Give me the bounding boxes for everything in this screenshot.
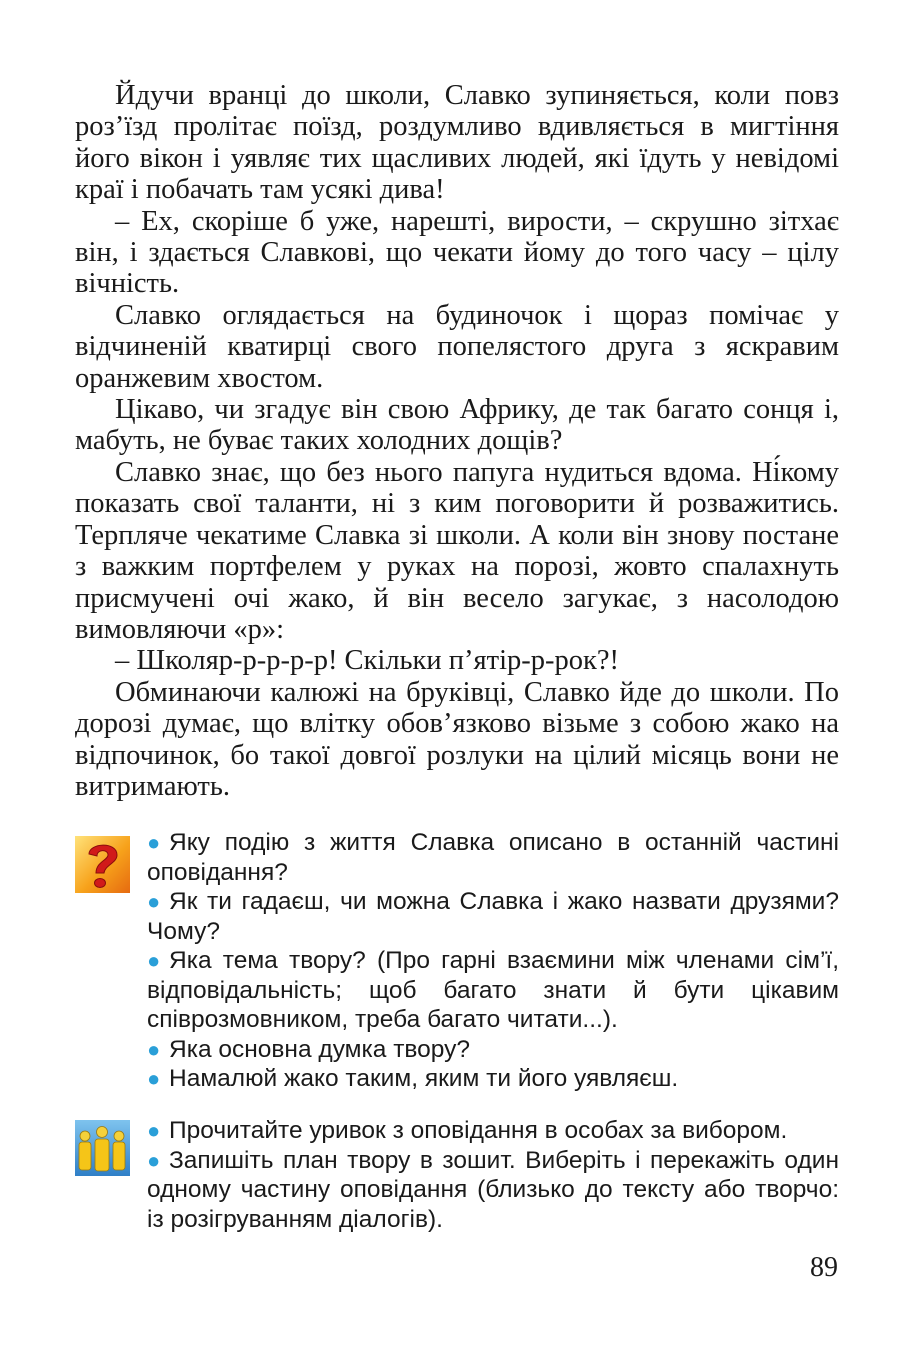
question-text: Яка тема твору? (Про гарні взаємини між членами сім’ї, відповідальність; щоб багато знати й бути цікавим співрозмовником, треба багато читати...).	[147, 947, 839, 1033]
question-item	[147, 1064, 839, 1094]
story-paragraph: Славко оглядається на будиночок і щораз помічає у відчиненій кватирці свого попелястого друга з яскравим оранжевим хвостом.	[75, 299, 839, 394]
question-item	[147, 946, 839, 1035]
question-text: Як ти гадаєш, чи можна Славка і жако назвати друзями? Чому?	[147, 888, 839, 945]
page-number: 89	[810, 1252, 838, 1283]
task-text: Запишіть план твору в зошит. Виберіть і перекажіть один одному частину оповідання (близько до тексту або творчо: із розігруванням діалогів).	[147, 1146, 839, 1233]
question-mark-icon	[75, 836, 130, 893]
questions-section	[147, 828, 839, 1094]
task-text: Прочитайте уривок з оповідання в особах за вибором.	[169, 1117, 788, 1144]
bullet-icon: ●	[147, 830, 161, 855]
story-paragraph: Цікаво, чи згадує він свою Африку, де так багато сонця і, мабуть, не буває таких холодних дощів?	[75, 394, 839, 457]
task-item	[147, 1146, 839, 1235]
bullet-icon: ●	[147, 1147, 161, 1173]
bullet-icon: ●	[147, 1066, 161, 1091]
story-paragraph: – Ех, скоріше б уже, нарешті, вирости, – скрушно зітхає він, і здається Славкові, що чекати йому до того часу – цілу вічність.	[75, 205, 839, 300]
question-item	[147, 1035, 839, 1065]
question-text: Яку подію з життя Славка описано в останній частині оповідання?	[147, 829, 839, 886]
story-paragraph: Йдучи вранці до школи, Славко зупиняється, коли повз роз’їзд пролітає поїзд, роздумливо вдивляється в мигтіння його вікон і уявляє тих щасливих людей, які їдуть у невідомі краї і побачать там усякі дива!	[75, 80, 839, 206]
task-item	[147, 1116, 839, 1146]
question-item	[147, 887, 839, 946]
bullet-icon: ●	[147, 1036, 161, 1062]
bullet-icon: ●	[147, 1118, 161, 1143]
bullet-icon: ●	[147, 948, 161, 973]
question-item	[147, 828, 839, 887]
story-text	[75, 80, 839, 802]
group-tasks-section	[147, 1116, 839, 1234]
bullet-icon: ●	[147, 889, 161, 914]
story-paragraph: – Школяр-р-р-р-р! Скільки п’ятір-р-рок?!	[115, 645, 619, 677]
story-paragraph: Славко знає, що без нього папуга нудиться вдома. Ні́кому показать свої таланти, ні з ким поговорити й розважитись. Терпляче чекатиме Славка зі школи. А коли він знову постане з важким портфелем у руках на порозі, жовто спалахнуть присмучені очі жако, й він весело загукає, з насолодою вимовляючи «р»:	[75, 456, 839, 645]
story-paragraph: Обминаючи калюжі на бруківці, Славко йде до школи. По дорозі думає, що влітку обов’язково візьме з собою жако на відпочинок, бо такої довгої розлуки на цілий місяць вони не витримають.	[75, 676, 839, 802]
question-text: Намалюй жако таким, яким ти його уявляєш.	[169, 1065, 679, 1092]
question-text: Яка основна думка твору?	[169, 1035, 471, 1063]
group-work-icon	[75, 1120, 130, 1176]
